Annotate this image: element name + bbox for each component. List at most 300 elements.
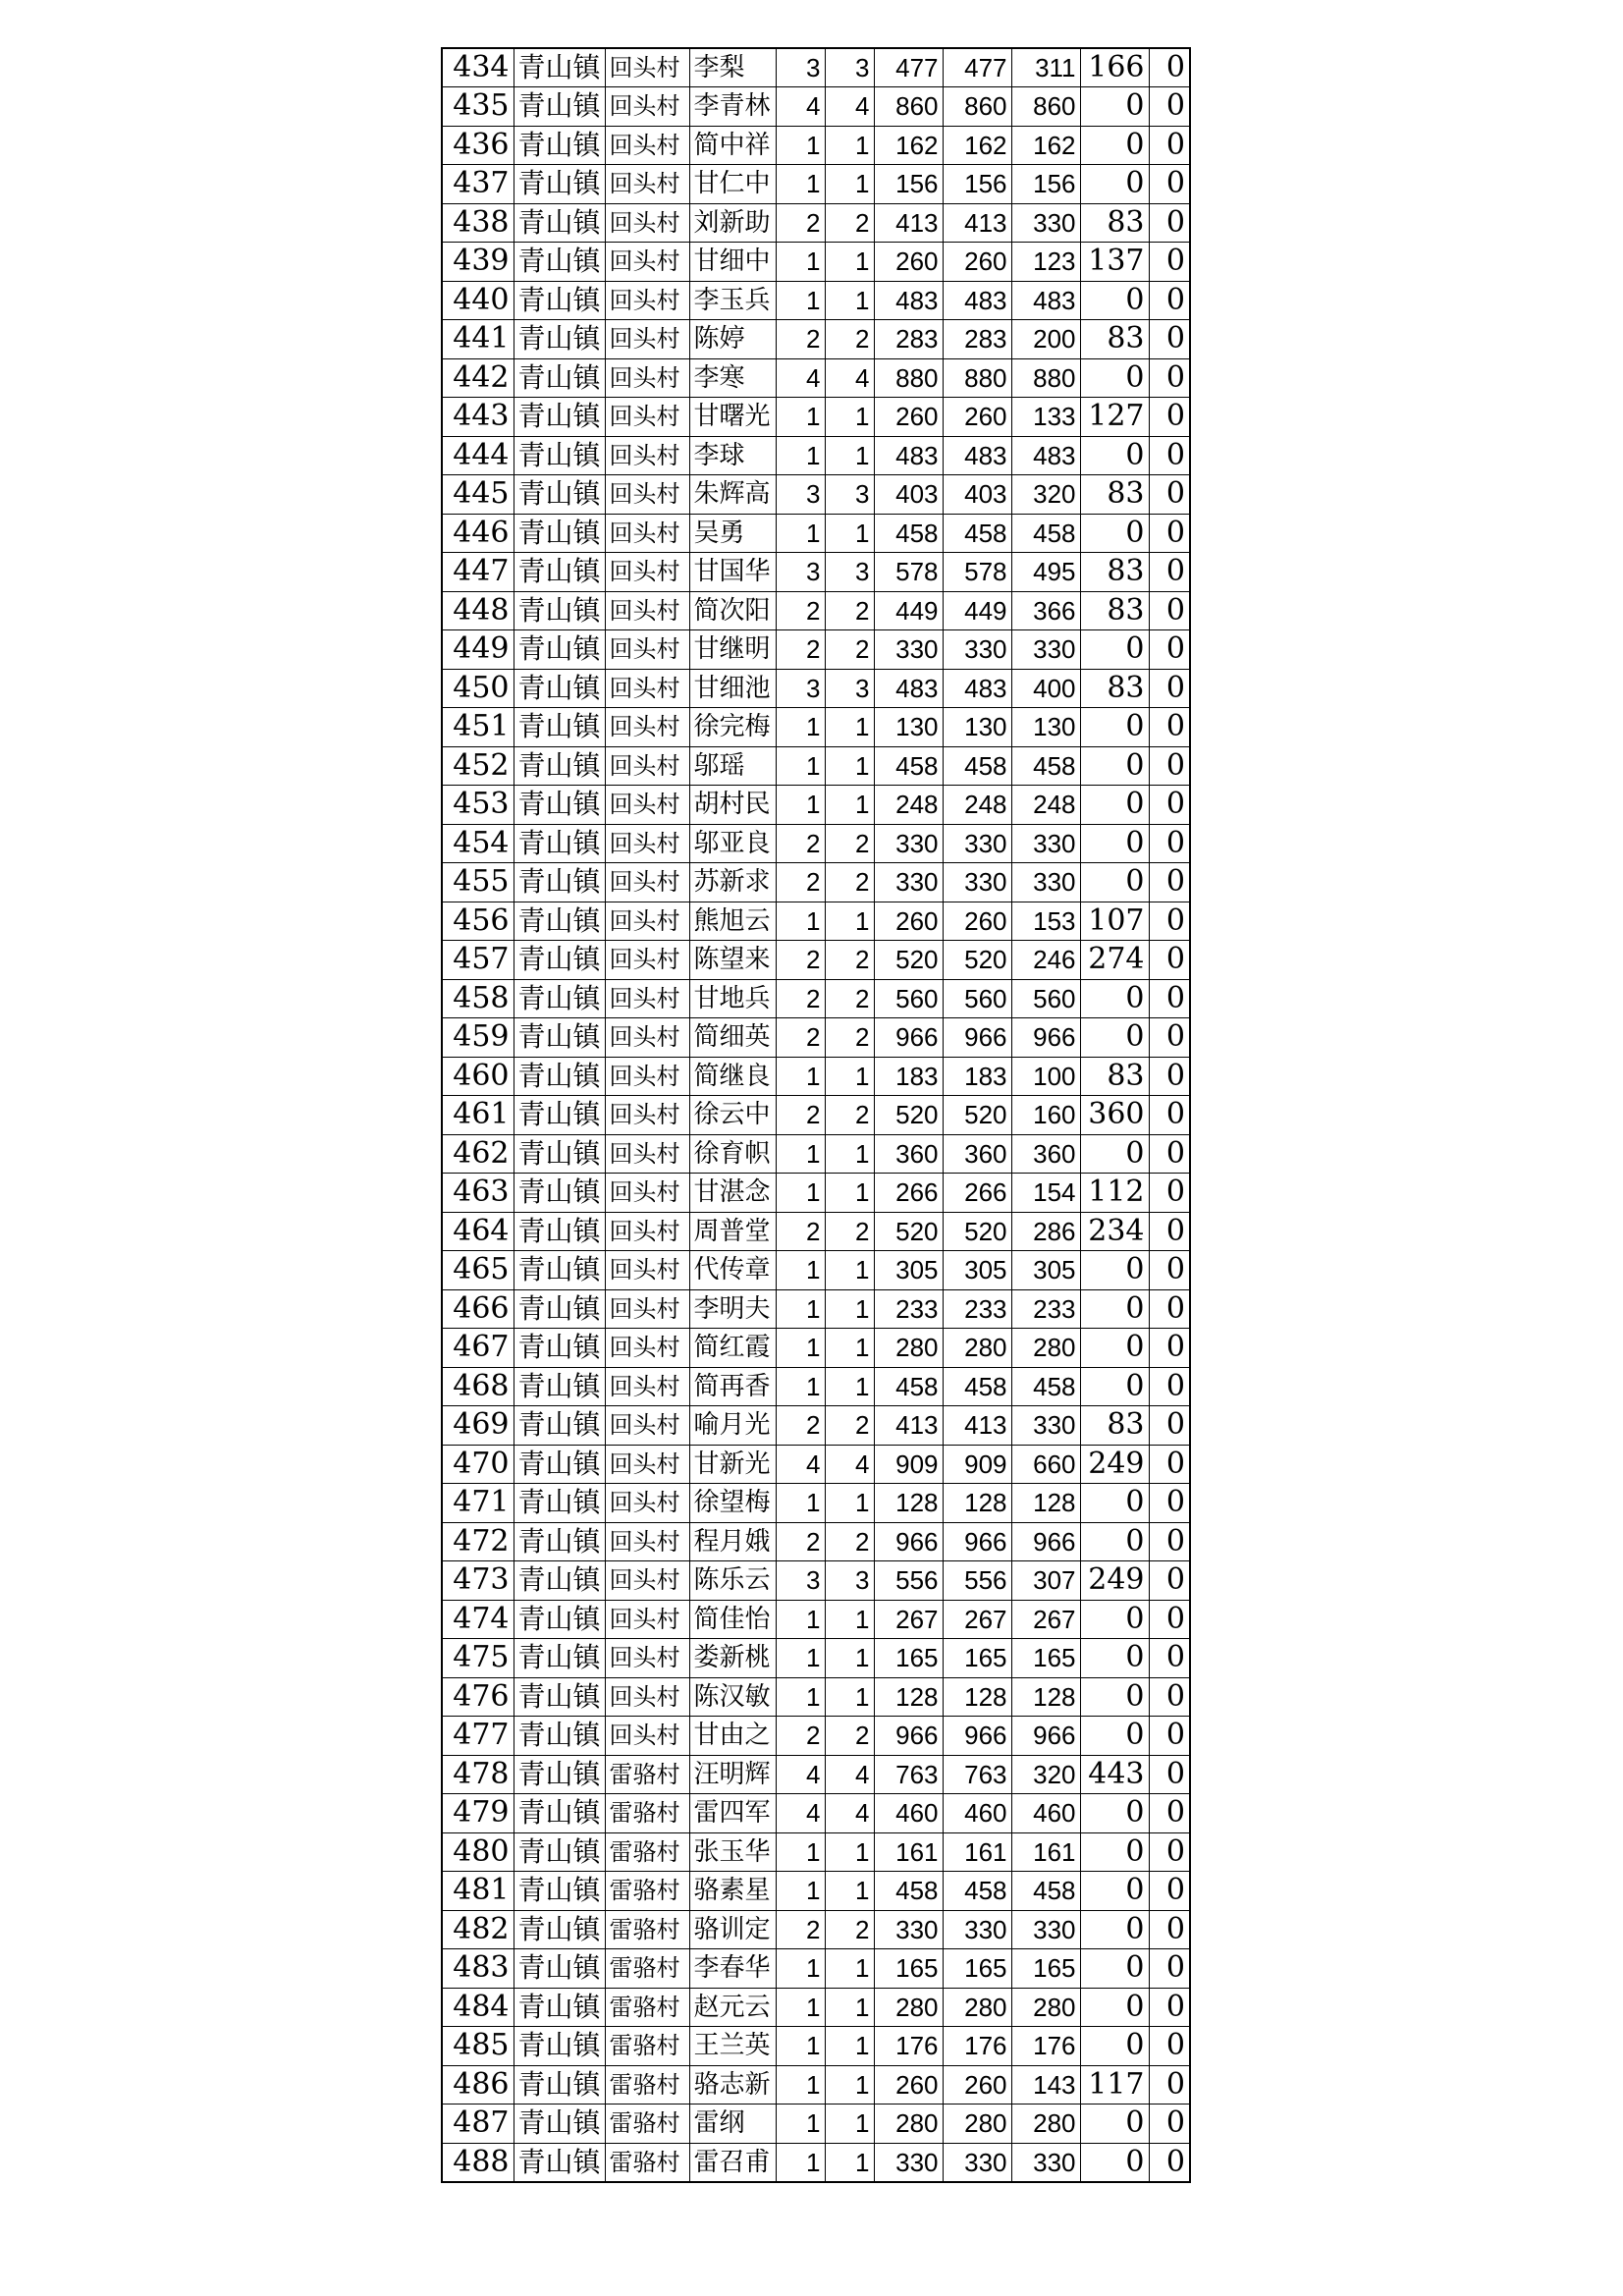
count-a-cell: 2 <box>776 1212 825 1251</box>
village-cell: 雷骆村 <box>605 1872 689 1911</box>
table-row <box>442 1988 1190 2027</box>
amount-d-cell: 83 <box>1080 553 1149 592</box>
count-b-cell: 3 <box>825 669 874 708</box>
count-b-cell: 1 <box>825 1484 874 1523</box>
row-number-cell: 436 <box>442 126 514 165</box>
row-number-cell: 481 <box>442 1872 514 1911</box>
amount-c-cell: 330 <box>1011 1406 1080 1446</box>
amount-a-cell: 183 <box>874 1057 943 1096</box>
row-number-cell: 475 <box>442 1639 514 1678</box>
person-name-cell: 李梨 <box>689 48 776 87</box>
village-cell: 回头村 <box>605 1367 689 1406</box>
village-cell: 回头村 <box>605 281 689 320</box>
table-row <box>442 1522 1190 1561</box>
count-b-cell: 1 <box>825 1988 874 2027</box>
count-b-cell: 1 <box>825 746 874 786</box>
amount-c-cell: 128 <box>1011 1484 1080 1523</box>
table-row <box>442 1832 1190 1872</box>
amount-e-cell: 0 <box>1149 126 1190 165</box>
count-b-cell: 2 <box>825 1018 874 1058</box>
count-a-cell: 4 <box>776 358 825 398</box>
table-row <box>442 1212 1190 1251</box>
village-cell: 回头村 <box>605 1251 689 1290</box>
person-name-cell: 雷四军 <box>689 1794 776 1833</box>
amount-a-cell: 477 <box>874 48 943 87</box>
village-cell: 回头村 <box>605 1600 689 1639</box>
town-cell: 青山镇 <box>514 1057 605 1096</box>
amount-b-cell: 128 <box>943 1677 1011 1717</box>
row-number-cell: 438 <box>442 203 514 243</box>
count-b-cell: 2 <box>825 979 874 1018</box>
amount-e-cell: 0 <box>1149 1134 1190 1174</box>
count-b-cell: 2 <box>825 1096 874 1135</box>
amount-a-cell: 330 <box>874 1910 943 1949</box>
row-number-cell: 465 <box>442 1251 514 1290</box>
count-a-cell: 2 <box>776 630 825 670</box>
table-row <box>442 1018 1190 1058</box>
amount-d-cell: 360 <box>1080 1096 1149 1135</box>
amount-a-cell: 520 <box>874 1096 943 1135</box>
amount-a-cell: 260 <box>874 243 943 282</box>
count-b-cell: 1 <box>825 902 874 941</box>
row-number-cell: 471 <box>442 1484 514 1523</box>
amount-b-cell: 458 <box>943 514 1011 553</box>
amount-c-cell: 330 <box>1011 824 1080 863</box>
count-b-cell: 1 <box>825 436 874 475</box>
table-row <box>442 1289 1190 1329</box>
amount-c-cell: 165 <box>1011 1949 1080 1989</box>
amount-e-cell: 0 <box>1149 87 1190 127</box>
village-cell: 雷骆村 <box>605 1832 689 1872</box>
village-cell: 回头村 <box>605 48 689 87</box>
count-a-cell: 4 <box>776 1755 825 1794</box>
amount-c-cell: 248 <box>1011 786 1080 825</box>
person-name-cell: 甘国华 <box>689 553 776 592</box>
amount-d-cell: 0 <box>1080 1329 1149 1368</box>
town-cell: 青山镇 <box>514 475 605 515</box>
count-b-cell: 2 <box>825 1910 874 1949</box>
amount-b-cell: 280 <box>943 2105 1011 2144</box>
amount-c-cell: 311 <box>1011 48 1080 87</box>
row-number-cell: 483 <box>442 1949 514 1989</box>
amount-c-cell: 483 <box>1011 281 1080 320</box>
amount-d-cell: 83 <box>1080 320 1149 359</box>
amount-d-cell: 0 <box>1080 746 1149 786</box>
row-number-cell: 440 <box>442 281 514 320</box>
count-a-cell: 1 <box>776 1289 825 1329</box>
village-cell: 回头村 <box>605 1174 689 1213</box>
village-cell: 回头村 <box>605 669 689 708</box>
town-cell: 青山镇 <box>514 1289 605 1329</box>
count-a-cell: 1 <box>776 1677 825 1717</box>
village-cell: 雷骆村 <box>605 1794 689 1833</box>
amount-c-cell: 860 <box>1011 87 1080 127</box>
amount-d-cell: 0 <box>1080 1794 1149 1833</box>
row-number-cell: 476 <box>442 1677 514 1717</box>
count-a-cell: 1 <box>776 902 825 941</box>
row-number-cell: 435 <box>442 87 514 127</box>
person-name-cell: 甘曙光 <box>689 398 776 437</box>
village-cell: 回头村 <box>605 320 689 359</box>
amount-c-cell: 280 <box>1011 1988 1080 2027</box>
town-cell: 青山镇 <box>514 1484 605 1523</box>
amount-a-cell: 403 <box>874 475 943 515</box>
count-a-cell: 2 <box>776 1717 825 1756</box>
amount-b-cell: 165 <box>943 1639 1011 1678</box>
town-cell: 青山镇 <box>514 1677 605 1717</box>
amount-e-cell: 0 <box>1149 320 1190 359</box>
town-cell: 青山镇 <box>514 669 605 708</box>
amount-b-cell: 330 <box>943 1910 1011 1949</box>
row-number-cell: 462 <box>442 1134 514 1174</box>
village-cell: 回头村 <box>605 1018 689 1058</box>
person-name-cell: 甘地兵 <box>689 979 776 1018</box>
person-name-cell: 陈望来 <box>689 941 776 980</box>
table-row <box>442 1367 1190 1406</box>
amount-e-cell: 0 <box>1149 165 1190 204</box>
amount-e-cell: 0 <box>1149 1755 1190 1794</box>
amount-b-cell: 458 <box>943 746 1011 786</box>
amount-d-cell: 249 <box>1080 1561 1149 1601</box>
count-a-cell: 1 <box>776 281 825 320</box>
person-name-cell: 李春华 <box>689 1949 776 1989</box>
table-row <box>442 1755 1190 1794</box>
amount-c-cell: 966 <box>1011 1018 1080 1058</box>
row-number-cell: 448 <box>442 591 514 630</box>
town-cell: 青山镇 <box>514 1832 605 1872</box>
amount-a-cell: 330 <box>874 824 943 863</box>
town-cell: 青山镇 <box>514 1949 605 1989</box>
amount-b-cell: 330 <box>943 2143 1011 2182</box>
person-name-cell: 徐完梅 <box>689 708 776 747</box>
town-cell: 青山镇 <box>514 165 605 204</box>
town-cell: 青山镇 <box>514 863 605 902</box>
amount-b-cell: 520 <box>943 1212 1011 1251</box>
person-name-cell: 甘由之 <box>689 1717 776 1756</box>
amount-d-cell: 0 <box>1080 863 1149 902</box>
row-number-cell: 474 <box>442 1600 514 1639</box>
town-cell: 青山镇 <box>514 1639 605 1678</box>
amount-e-cell: 0 <box>1149 1522 1190 1561</box>
amount-a-cell: 128 <box>874 1484 943 1523</box>
amount-d-cell: 0 <box>1080 1872 1149 1911</box>
amount-d-cell: 443 <box>1080 1755 1149 1794</box>
amount-b-cell: 880 <box>943 358 1011 398</box>
village-cell: 回头村 <box>605 863 689 902</box>
person-name-cell: 代传章 <box>689 1251 776 1290</box>
person-name-cell: 陈汉敏 <box>689 1677 776 1717</box>
amount-d-cell: 274 <box>1080 941 1149 980</box>
town-cell: 青山镇 <box>514 630 605 670</box>
table-row <box>442 243 1190 282</box>
amount-b-cell: 260 <box>943 398 1011 437</box>
amount-d-cell: 234 <box>1080 1212 1149 1251</box>
count-b-cell: 2 <box>825 630 874 670</box>
amount-e-cell: 0 <box>1149 1794 1190 1833</box>
amount-b-cell: 176 <box>943 2027 1011 2066</box>
amount-c-cell: 176 <box>1011 2027 1080 2066</box>
amount-d-cell: 127 <box>1080 398 1149 437</box>
person-name-cell: 骆素星 <box>689 1872 776 1911</box>
amount-b-cell: 763 <box>943 1755 1011 1794</box>
amount-e-cell: 0 <box>1149 2065 1190 2105</box>
village-cell: 回头村 <box>605 1677 689 1717</box>
row-number-cell: 478 <box>442 1755 514 1794</box>
amount-d-cell: 83 <box>1080 1406 1149 1446</box>
row-number-cell: 442 <box>442 358 514 398</box>
count-a-cell: 1 <box>776 1134 825 1174</box>
town-cell: 青山镇 <box>514 2143 605 2182</box>
person-name-cell: 简细英 <box>689 1018 776 1058</box>
amount-e-cell: 0 <box>1149 553 1190 592</box>
amount-e-cell: 0 <box>1149 243 1190 282</box>
person-name-cell: 熊旭云 <box>689 902 776 941</box>
amount-a-cell: 161 <box>874 1832 943 1872</box>
amount-a-cell: 176 <box>874 2027 943 2066</box>
row-number-cell: 459 <box>442 1018 514 1058</box>
count-b-cell: 2 <box>825 1522 874 1561</box>
amount-a-cell: 578 <box>874 553 943 592</box>
village-cell: 回头村 <box>605 941 689 980</box>
count-b-cell: 1 <box>825 398 874 437</box>
count-b-cell: 1 <box>825 1134 874 1174</box>
amount-a-cell: 449 <box>874 591 943 630</box>
amount-d-cell: 0 <box>1080 1717 1149 1756</box>
amount-c-cell: 246 <box>1011 941 1080 980</box>
amount-a-cell: 128 <box>874 1677 943 1717</box>
amount-d-cell: 0 <box>1080 1677 1149 1717</box>
amount-c-cell: 483 <box>1011 436 1080 475</box>
person-name-cell: 刘新助 <box>689 203 776 243</box>
count-a-cell: 2 <box>776 1018 825 1058</box>
amount-c-cell: 130 <box>1011 708 1080 747</box>
person-name-cell: 简红霞 <box>689 1329 776 1368</box>
count-a-cell: 1 <box>776 1988 825 2027</box>
amount-c-cell: 660 <box>1011 1445 1080 1484</box>
town-cell: 青山镇 <box>514 281 605 320</box>
amount-a-cell: 483 <box>874 436 943 475</box>
village-cell: 回头村 <box>605 630 689 670</box>
table-row <box>442 941 1190 980</box>
amount-b-cell: 520 <box>943 1096 1011 1135</box>
amount-b-cell: 860 <box>943 87 1011 127</box>
town-cell: 青山镇 <box>514 1406 605 1446</box>
count-a-cell: 1 <box>776 436 825 475</box>
amount-b-cell: 130 <box>943 708 1011 747</box>
amount-d-cell: 112 <box>1080 1174 1149 1213</box>
count-b-cell: 1 <box>825 2105 874 2144</box>
amount-a-cell: 330 <box>874 2143 943 2182</box>
table-row <box>442 1561 1190 1601</box>
amount-d-cell: 0 <box>1080 1134 1149 1174</box>
count-a-cell: 1 <box>776 746 825 786</box>
table-row <box>442 979 1190 1018</box>
amount-a-cell: 520 <box>874 941 943 980</box>
amount-e-cell: 0 <box>1149 1018 1190 1058</box>
amount-e-cell: 0 <box>1149 1561 1190 1601</box>
amount-b-cell: 966 <box>943 1522 1011 1561</box>
amount-a-cell: 483 <box>874 281 943 320</box>
amount-e-cell: 0 <box>1149 1717 1190 1756</box>
amount-e-cell: 0 <box>1149 1484 1190 1523</box>
town-cell: 青山镇 <box>514 1910 605 1949</box>
amount-c-cell: 267 <box>1011 1600 1080 1639</box>
amount-c-cell: 560 <box>1011 979 1080 1018</box>
table-row <box>442 2143 1190 2182</box>
village-cell: 雷骆村 <box>605 2065 689 2105</box>
amount-e-cell: 0 <box>1149 1677 1190 1717</box>
person-name-cell: 赵元云 <box>689 1988 776 2027</box>
town-cell: 青山镇 <box>514 1134 605 1174</box>
town-cell: 青山镇 <box>514 87 605 127</box>
count-b-cell: 2 <box>825 1212 874 1251</box>
table-row <box>442 2065 1190 2105</box>
person-name-cell: 吴勇 <box>689 514 776 553</box>
amount-d-cell: 137 <box>1080 243 1149 282</box>
table-row <box>442 1057 1190 1096</box>
row-number-cell: 467 <box>442 1329 514 1368</box>
count-b-cell: 3 <box>825 1561 874 1601</box>
amount-b-cell: 449 <box>943 591 1011 630</box>
person-name-cell: 张玉华 <box>689 1832 776 1872</box>
amount-c-cell: 305 <box>1011 1251 1080 1290</box>
amount-b-cell: 248 <box>943 786 1011 825</box>
row-number-cell: 446 <box>442 514 514 553</box>
amount-a-cell: 267 <box>874 1600 943 1639</box>
amount-d-cell: 166 <box>1080 48 1149 87</box>
row-number-cell: 444 <box>442 436 514 475</box>
row-number-cell: 453 <box>442 786 514 825</box>
amount-b-cell: 260 <box>943 243 1011 282</box>
town-cell: 青山镇 <box>514 1367 605 1406</box>
village-cell: 回头村 <box>605 902 689 941</box>
amount-a-cell: 165 <box>874 1639 943 1678</box>
amount-d-cell: 83 <box>1080 669 1149 708</box>
row-number-cell: 445 <box>442 475 514 515</box>
amount-c-cell: 460 <box>1011 1794 1080 1833</box>
amount-e-cell: 0 <box>1149 1367 1190 1406</box>
amount-e-cell: 0 <box>1149 203 1190 243</box>
amount-c-cell: 200 <box>1011 320 1080 359</box>
town-cell: 青山镇 <box>514 1018 605 1058</box>
amount-a-cell: 305 <box>874 1251 943 1290</box>
count-a-cell: 2 <box>776 320 825 359</box>
table-body <box>442 48 1190 2182</box>
town-cell: 青山镇 <box>514 203 605 243</box>
count-b-cell: 1 <box>825 1251 874 1290</box>
amount-c-cell: 458 <box>1011 1872 1080 1911</box>
amount-d-cell: 0 <box>1080 1018 1149 1058</box>
amount-e-cell: 0 <box>1149 1910 1190 1949</box>
amount-c-cell: 330 <box>1011 1910 1080 1949</box>
amount-d-cell: 83 <box>1080 203 1149 243</box>
table-row <box>442 126 1190 165</box>
amount-b-cell: 556 <box>943 1561 1011 1601</box>
count-a-cell: 3 <box>776 1561 825 1601</box>
amount-d-cell: 83 <box>1080 1057 1149 1096</box>
village-cell: 回头村 <box>605 1522 689 1561</box>
count-a-cell: 1 <box>776 786 825 825</box>
person-name-cell: 简继良 <box>689 1057 776 1096</box>
table-row <box>442 1096 1190 1135</box>
town-cell: 青山镇 <box>514 902 605 941</box>
village-cell: 回头村 <box>605 1057 689 1096</box>
person-name-cell: 陈乐云 <box>689 1561 776 1601</box>
amount-a-cell: 330 <box>874 630 943 670</box>
amount-d-cell: 0 <box>1080 514 1149 553</box>
amount-e-cell: 0 <box>1149 1406 1190 1446</box>
town-cell: 青山镇 <box>514 320 605 359</box>
row-number-cell: 472 <box>442 1522 514 1561</box>
count-a-cell: 1 <box>776 1484 825 1523</box>
amount-e-cell: 0 <box>1149 398 1190 437</box>
table-row <box>442 1639 1190 1678</box>
table-row <box>442 630 1190 670</box>
amount-e-cell: 0 <box>1149 1329 1190 1368</box>
count-b-cell: 4 <box>825 358 874 398</box>
row-number-cell: 439 <box>442 243 514 282</box>
table-row <box>442 475 1190 515</box>
count-a-cell: 4 <box>776 1794 825 1833</box>
person-name-cell: 苏新求 <box>689 863 776 902</box>
person-name-cell: 简再香 <box>689 1367 776 1406</box>
amount-c-cell: 880 <box>1011 358 1080 398</box>
amount-b-cell: 483 <box>943 436 1011 475</box>
amount-e-cell: 0 <box>1149 2105 1190 2144</box>
count-a-cell: 2 <box>776 1910 825 1949</box>
amount-e-cell: 0 <box>1149 669 1190 708</box>
count-a-cell: 2 <box>776 1522 825 1561</box>
amount-e-cell: 0 <box>1149 2143 1190 2182</box>
table-row <box>442 1717 1190 1756</box>
person-name-cell: 李明夫 <box>689 1289 776 1329</box>
village-cell: 回头村 <box>605 1406 689 1446</box>
amount-a-cell: 413 <box>874 203 943 243</box>
amount-b-cell: 483 <box>943 281 1011 320</box>
amount-e-cell: 0 <box>1149 1174 1190 1213</box>
village-cell: 回头村 <box>605 786 689 825</box>
count-a-cell: 1 <box>776 1832 825 1872</box>
person-name-cell: 李球 <box>689 436 776 475</box>
town-cell: 青山镇 <box>514 514 605 553</box>
amount-c-cell: 161 <box>1011 1832 1080 1872</box>
count-b-cell: 1 <box>825 2143 874 2182</box>
amount-e-cell: 0 <box>1149 1212 1190 1251</box>
town-cell: 青山镇 <box>514 553 605 592</box>
amount-c-cell: 458 <box>1011 514 1080 553</box>
count-a-cell: 1 <box>776 1329 825 1368</box>
amount-b-cell: 360 <box>943 1134 1011 1174</box>
table-row <box>442 669 1190 708</box>
count-a-cell: 1 <box>776 1872 825 1911</box>
count-b-cell: 1 <box>825 514 874 553</box>
village-cell: 回头村 <box>605 398 689 437</box>
table-row <box>442 746 1190 786</box>
person-name-cell: 甘仁中 <box>689 165 776 204</box>
person-name-cell: 甘湛念 <box>689 1174 776 1213</box>
amount-c-cell: 360 <box>1011 1134 1080 1174</box>
count-a-cell: 1 <box>776 514 825 553</box>
amount-c-cell: 280 <box>1011 1329 1080 1368</box>
table-row <box>442 203 1190 243</box>
town-cell: 青山镇 <box>514 48 605 87</box>
town-cell: 青山镇 <box>514 1522 605 1561</box>
count-b-cell: 4 <box>825 1445 874 1484</box>
amount-a-cell: 360 <box>874 1134 943 1174</box>
amount-b-cell: 156 <box>943 165 1011 204</box>
amount-e-cell: 0 <box>1149 436 1190 475</box>
town-cell: 青山镇 <box>514 1096 605 1135</box>
